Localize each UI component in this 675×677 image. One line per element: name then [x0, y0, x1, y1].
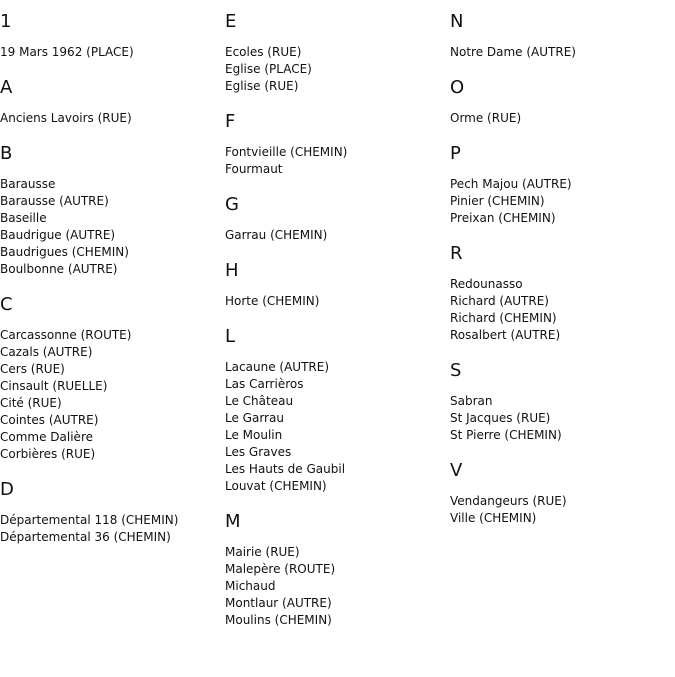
street-item: Le Château: [225, 394, 294, 408]
street-item: Eglise (PLACE): [225, 62, 312, 76]
letter-heading: H: [225, 260, 239, 281]
street-item: Ville (CHEMIN): [450, 511, 537, 525]
street-item: Cinsault (RUELLE): [0, 379, 108, 393]
letter-section: [450, 460, 670, 527]
letter-heading: F: [225, 111, 236, 132]
street-item: Baseille: [0, 211, 47, 225]
street-item: Lacaune (AUTRE): [225, 360, 330, 374]
street-item: Comme Dalière: [0, 430, 93, 444]
street-item: Pinier (CHEMIN): [450, 194, 545, 208]
street-item: Cazals (AUTRE): [0, 345, 93, 359]
letter-heading: M: [225, 511, 241, 532]
street-item: Preixan (CHEMIN): [450, 211, 556, 225]
street-item: Eglise (RUE): [225, 79, 299, 93]
street-item: Orme (RUE): [450, 111, 522, 125]
street-item: Corbières (RUE): [0, 447, 96, 461]
letter-section: [225, 260, 445, 310]
street-item: Barausse (AUTRE): [0, 194, 109, 208]
street-item: Départemental 118 (CHEMIN): [0, 513, 179, 527]
letter-section: [0, 77, 220, 127]
letter-section: [450, 77, 670, 127]
letter-heading: P: [450, 143, 461, 164]
letter-section: [225, 11, 445, 95]
letter-heading: E: [225, 11, 237, 32]
street-item: Moulins (CHEMIN): [225, 613, 332, 627]
street-index-column-3: [450, 11, 670, 527]
street-item: Malepère (ROUTE): [225, 562, 336, 576]
street-item: Notre Dame (AUTRE): [450, 45, 576, 59]
letter-heading: S: [450, 360, 462, 381]
letter-section: [0, 143, 220, 278]
street-item: Carcassonne (ROUTE): [0, 328, 132, 342]
letter-heading: L: [225, 326, 236, 347]
street-item: Cers (RUE): [0, 362, 65, 376]
street-item: Garrau (CHEMIN): [225, 228, 328, 242]
street-item: Les Hauts de Gaubil: [225, 462, 346, 476]
street-item: Départemental 36 (CHEMIN): [0, 530, 171, 544]
letter-heading: V: [450, 460, 463, 481]
street-item: Michaud: [225, 579, 276, 593]
letter-section: [450, 360, 670, 444]
street-item: Cointes (AUTRE): [0, 413, 99, 427]
letter-heading: N: [450, 11, 464, 32]
street-item: Louvat (CHEMIN): [225, 479, 327, 493]
street-item: Le Moulin: [225, 428, 283, 442]
letter-section: [225, 194, 445, 244]
street-item: Mairie (RUE): [225, 545, 300, 559]
letter-heading: R: [450, 243, 463, 264]
letter-section: [450, 11, 670, 61]
letter-section: [0, 294, 220, 463]
street-item: Redounasso: [450, 277, 523, 291]
street-item: Las Carrièros: [225, 377, 304, 391]
street-item: St Jacques (RUE): [450, 411, 551, 425]
letter-section: [225, 511, 445, 629]
letter-heading: C: [0, 294, 13, 315]
street-item: Horte (CHEMIN): [225, 294, 320, 308]
letter-section: [0, 479, 220, 546]
street-index-column-2: [225, 11, 445, 629]
letter-section: [225, 111, 445, 178]
letter-heading: A: [0, 77, 13, 98]
street-item: Richard (CHEMIN): [450, 311, 557, 325]
street-item: Cité (RUE): [0, 396, 62, 410]
street-item: Pech Majou (AUTRE): [450, 177, 572, 191]
street-item: Baudrigue (AUTRE): [0, 228, 116, 242]
street-item: Fontvieille (CHEMIN): [225, 145, 348, 159]
street-item: Anciens Lavoirs (RUE): [0, 111, 132, 125]
street-item: Le Garrau: [225, 411, 284, 425]
street-item: Montlaur (AUTRE): [225, 596, 332, 610]
street-item: Fourmaut: [225, 162, 283, 176]
letter-heading: B: [0, 143, 13, 164]
street-item: St Pierre (CHEMIN): [450, 428, 562, 442]
letter-section: [450, 143, 670, 227]
street-item: Sabran: [450, 394, 493, 408]
street-item: Ecoles (RUE): [225, 45, 302, 59]
street-item: Richard (AUTRE): [450, 294, 549, 308]
street-item: Barausse: [0, 177, 56, 191]
letter-section: [225, 326, 445, 495]
street-item: Baudrigues (CHEMIN): [0, 245, 129, 259]
letter-section: [450, 243, 670, 344]
street-index-column-1: [0, 11, 220, 546]
street-item: Boulbonne (AUTRE): [0, 262, 118, 276]
street-item: Les Graves: [225, 445, 292, 459]
letter-section: [0, 11, 220, 61]
street-item: Vendangeurs (RUE): [450, 494, 567, 508]
letter-heading: D: [0, 479, 14, 500]
street-item: Rosalbert (AUTRE): [450, 328, 561, 342]
letter-heading: G: [225, 194, 239, 215]
street-item: 19 Mars 1962 (PLACE): [0, 45, 134, 59]
letter-heading: 1: [0, 11, 12, 32]
letter-heading: O: [450, 77, 465, 98]
